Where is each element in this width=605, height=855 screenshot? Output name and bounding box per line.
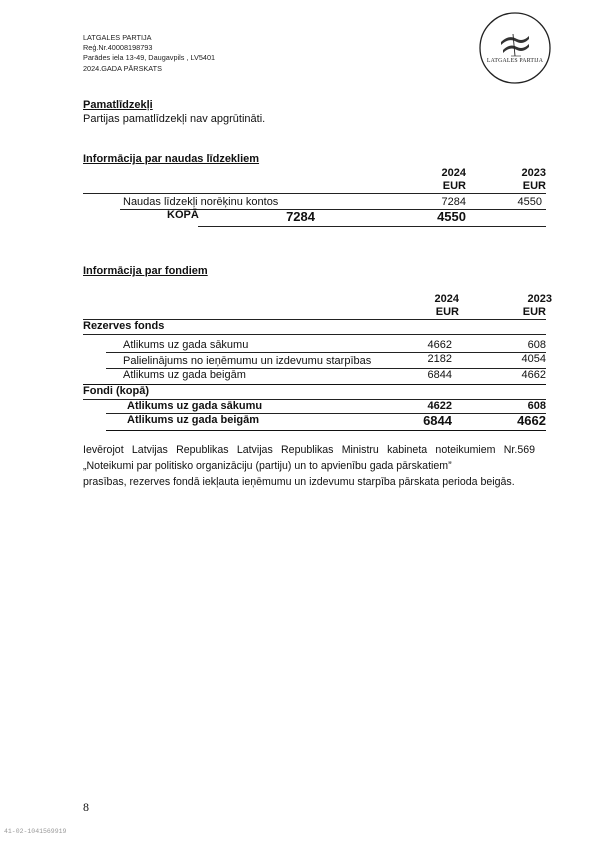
cash-row-2023: 4550 <box>517 196 542 208</box>
cash-col-2023-year: 2023 <box>521 167 546 179</box>
reserve-row-divider <box>106 352 546 353</box>
cash-header-divider <box>83 193 546 194</box>
funds-start-label: Atlikums uz gada sākumu <box>127 400 263 412</box>
funds-total-title: Fondi (kopā) <box>83 385 149 397</box>
cash-total-2024: 7284 <box>286 209 315 224</box>
funds-col-2024-unit: EUR <box>435 306 459 318</box>
funds-end-2023: 4662 <box>517 413 546 428</box>
paragraph-line: Ievērojot Latvijas Republikas Latvijas Republikas Ministru kabineta noteikumiem Nr.569 <box>83 444 535 456</box>
reserve-increase-2024: 2182 <box>427 353 452 365</box>
fixed-assets-title: Pamatlīdzekļi <box>83 99 153 111</box>
cash-row-2024: 7284 <box>441 196 466 208</box>
cash-col-2023-unit: EUR <box>522 180 546 192</box>
cash-info-title: Informācija par naudas līdzekliem <box>83 153 260 165</box>
reserve-end-2024: 6844 <box>427 369 452 381</box>
reserve-start-label: Atlikums uz gada sākumu <box>123 339 249 351</box>
funds-end-2024: 6844 <box>423 413 452 428</box>
reserve-fund-divider <box>83 334 546 335</box>
reserve-end-2023: 4662 <box>521 369 546 381</box>
reserve-increase-2023: 4054 <box>521 353 546 365</box>
registration-number: Reģ.Nr.40008198793 <box>83 43 153 53</box>
reserve-start-2024: 4662 <box>427 339 452 351</box>
reserve-total-divider <box>83 384 546 385</box>
party-logo <box>479 12 551 84</box>
funds-col-2024-year: 2024 <box>434 293 459 305</box>
regulation-paragraph <box>83 442 535 490</box>
cash-total-label: KOPĀ <box>167 209 199 221</box>
reserve-start-2023: 608 <box>527 339 546 351</box>
document-header <box>83 33 215 74</box>
paragraph-line: „Noteikumi par politisko organizāciju (partiju) un to apvienību gada pārskatiem” <box>83 460 452 472</box>
cash-total-underline <box>198 226 546 227</box>
reserve-increase-label: Palielinājums no ieņēmumu un izdevumu starpības <box>123 355 372 367</box>
org-address: Parādes iela 13-49, Daugavpils , LV5401 <box>83 53 216 63</box>
cash-row-label: Naudas līdzekļi norēķinu kontos <box>123 196 279 208</box>
logo-text: LATGALES PARTIJA <box>486 58 544 64</box>
cash-col-2024-year: 2024 <box>441 167 466 179</box>
reserve-fund-title: Rezerves fonds <box>83 320 165 332</box>
reserve-end-label: Atlikums uz gada beigām <box>123 369 246 381</box>
funds-total-underline <box>106 430 546 431</box>
funds-start-2024: 4622 <box>427 400 452 412</box>
fixed-assets-text: Partijas pamatlīdzekļi nav apgrūtināti. <box>83 113 266 125</box>
document-footer-id: 41-02-1041569919 <box>4 828 67 835</box>
funds-start-2023: 608 <box>527 400 546 412</box>
org-name: LATGALES PARTIJA <box>83 33 152 42</box>
paragraph-line: prasības, rezerves fondā iekļauta ieņēmumu un izdevumu starpība pārskata perioda beigās. <box>83 476 515 488</box>
page-number: 8 <box>83 800 89 814</box>
report-title: 2024.GADA PĀRSKATS <box>83 63 162 73</box>
logo-emblem-icon <box>479 12 551 84</box>
funds-info-title: Informācija par fondiem <box>83 265 208 277</box>
cash-col-2024-unit: EUR <box>442 180 466 192</box>
funds-end-label: Atlikums uz gada beigām <box>127 414 260 426</box>
funds-col-2023-year: 2023 <box>527 293 552 305</box>
funds-col-2023-unit: EUR <box>522 306 546 318</box>
cash-total-2023: 4550 <box>437 209 466 224</box>
